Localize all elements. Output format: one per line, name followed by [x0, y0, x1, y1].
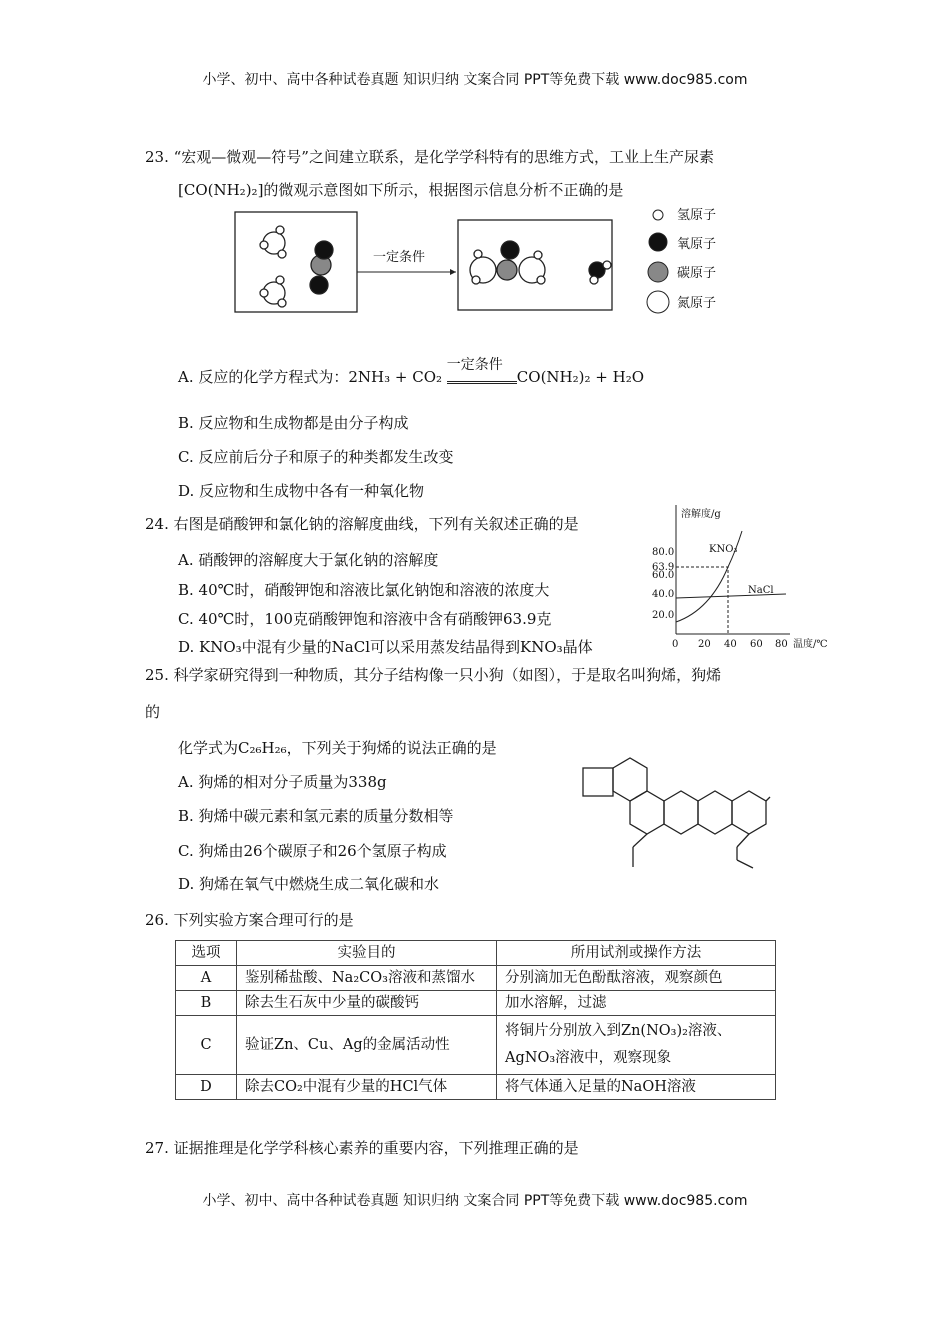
y-tick: 80.0	[652, 547, 675, 558]
y-tick: 20.0	[652, 610, 675, 621]
q24-stem: 24. 右图是硝酸钾和氯化钠的溶解度曲线，下列有关叙述正确的是	[145, 515, 579, 533]
purpose-cell: 鉴别稀盐酸、Na₂CO₃溶液和蒸馏水	[237, 966, 497, 991]
header-cell: 选项	[176, 941, 237, 966]
q24-option-a: A. 硝酸钾的溶解度大于氯化钠的溶解度	[178, 551, 439, 569]
q25-option-b: B. 狗烯中碳元素和氢元素的质量分数相等	[178, 807, 454, 825]
q25-stem-line3: 化学式为C₂₆H₂₆，下列关于狗烯的说法正确的是	[178, 739, 497, 757]
method-cell: 加水溶解，过滤	[497, 991, 776, 1016]
legend-carbon: 碳原子	[677, 266, 717, 281]
arrow-condition-label: 一定条件	[373, 250, 426, 265]
q23-option-c: C. 反应前后分子和原子的种类都发生改变	[178, 448, 454, 466]
q25-option-a: A. 狗烯的相对分子质量为338g	[178, 773, 387, 791]
x-axis-label: 温度/℃	[793, 639, 828, 650]
option-cell: B	[176, 991, 237, 1016]
header-cell: 所用试剂或操作方法	[497, 941, 776, 966]
experiment-table	[175, 940, 776, 1100]
q27-stem: 27. 证据推理是化学学科核心素养的重要内容，下列推理正确的是	[145, 1139, 579, 1157]
x-tick: 80	[775, 639, 788, 650]
y-tick: 63.9	[652, 562, 675, 573]
purpose-cell: 除去CO₂中混有少量的HCl气体	[237, 1075, 497, 1100]
y-axis-label: 溶解度/g	[681, 509, 721, 520]
q23-stem-line2: [CO(NH₂)₂]的微观示意图如下所示，根据图示信息分析不正确的是	[178, 181, 624, 199]
table-row	[176, 1016, 776, 1075]
q23-option-a: A. 反应的化学方程式为：2NH₃ + CO₂ 一定条件 CO(NH₂)₂ + H₂O	[178, 356, 645, 386]
option-cell: D	[176, 1075, 237, 1100]
page-header: 小学、初中、高中各种试卷真题 知识归纳 文案合同 PPT等免费下载 www.doc985.com	[202, 72, 748, 88]
q23-option-d: D. 反应物和生成物中各有一种氧化物	[178, 482, 425, 500]
q26-stem: 26. 下列实验方案合理可行的是	[145, 911, 354, 929]
q25-option-c: C. 狗烯由26个碳原子和26个氢原子构成	[178, 842, 447, 860]
method-cell: 将铜片分别放入到Zn(NO₃)₂溶液、AgNO₃溶液中，观察现象	[497, 1016, 776, 1075]
x-tick: 40	[724, 639, 737, 650]
y-tick: 60.0	[652, 570, 675, 581]
q23-stem-line1: 23. “宏观—微观—符号”之间建立联系，是化学学科特有的思维方式，工业上生产尿素	[145, 148, 714, 166]
purpose-cell: 验证Zn、Cu、Ag的金属活动性	[237, 1016, 497, 1075]
x-tick: 20	[698, 639, 711, 650]
header-cell: 实验目的	[237, 941, 497, 966]
legend-oxygen: 氧原子	[677, 237, 717, 252]
q24-option-b: B. 40℃时，硝酸钾饱和溶液比氯化钠饱和溶液的浓度大	[178, 581, 550, 599]
q25-option-d: D. 狗烯在氧气中燃烧生成二氧化碳和水	[178, 875, 440, 893]
table-row	[176, 1075, 776, 1100]
purpose-cell: 除去生石灰中少量的碳酸钙	[237, 991, 497, 1016]
legend-nitrogen: 氮原子	[677, 296, 717, 311]
reaction-diagram	[230, 205, 630, 320]
option-cell: A	[176, 966, 237, 991]
kno3-label: KNO₃	[709, 544, 738, 555]
q23-option-b: B. 反应物和生成物都是由分子构成	[178, 414, 409, 432]
q25-stem-line2: 的	[145, 703, 161, 721]
table-header-row	[176, 941, 776, 966]
nacl-label: NaCl	[748, 585, 774, 596]
method-cell: 分别滴加无色酚酞溶液，观察颜色	[497, 966, 776, 991]
dogene-structure	[575, 755, 775, 875]
legend-hydrogen: 氢原子	[677, 208, 717, 223]
page-footer: 小学、初中、高中各种试卷真题 知识归纳 文案合同 PPT等免费下载 www.doc985.com	[202, 1193, 748, 1209]
q24-option-d: D. KNO₃中混有少量的NaCl可以采用蒸发结晶得到KNO₃晶体	[178, 638, 593, 656]
option-cell: C	[176, 1016, 237, 1075]
table-row	[176, 966, 776, 991]
q25-stem-line1: 25. 科学家研究得到一种物质，其分子结构像一只小狗（如图），于是取名叫狗烯，狗烯	[145, 666, 722, 684]
y-tick: 40.0	[652, 589, 675, 600]
table-row	[176, 991, 776, 1016]
x-tick: 0	[672, 639, 679, 650]
x-tick: 60	[750, 639, 763, 650]
q24-option-c: C. 40℃时，100克硝酸钾饱和溶液中含有硝酸钾63.9克	[178, 610, 552, 628]
method-cell: 将气体通入足量的NaOH溶液	[497, 1075, 776, 1100]
